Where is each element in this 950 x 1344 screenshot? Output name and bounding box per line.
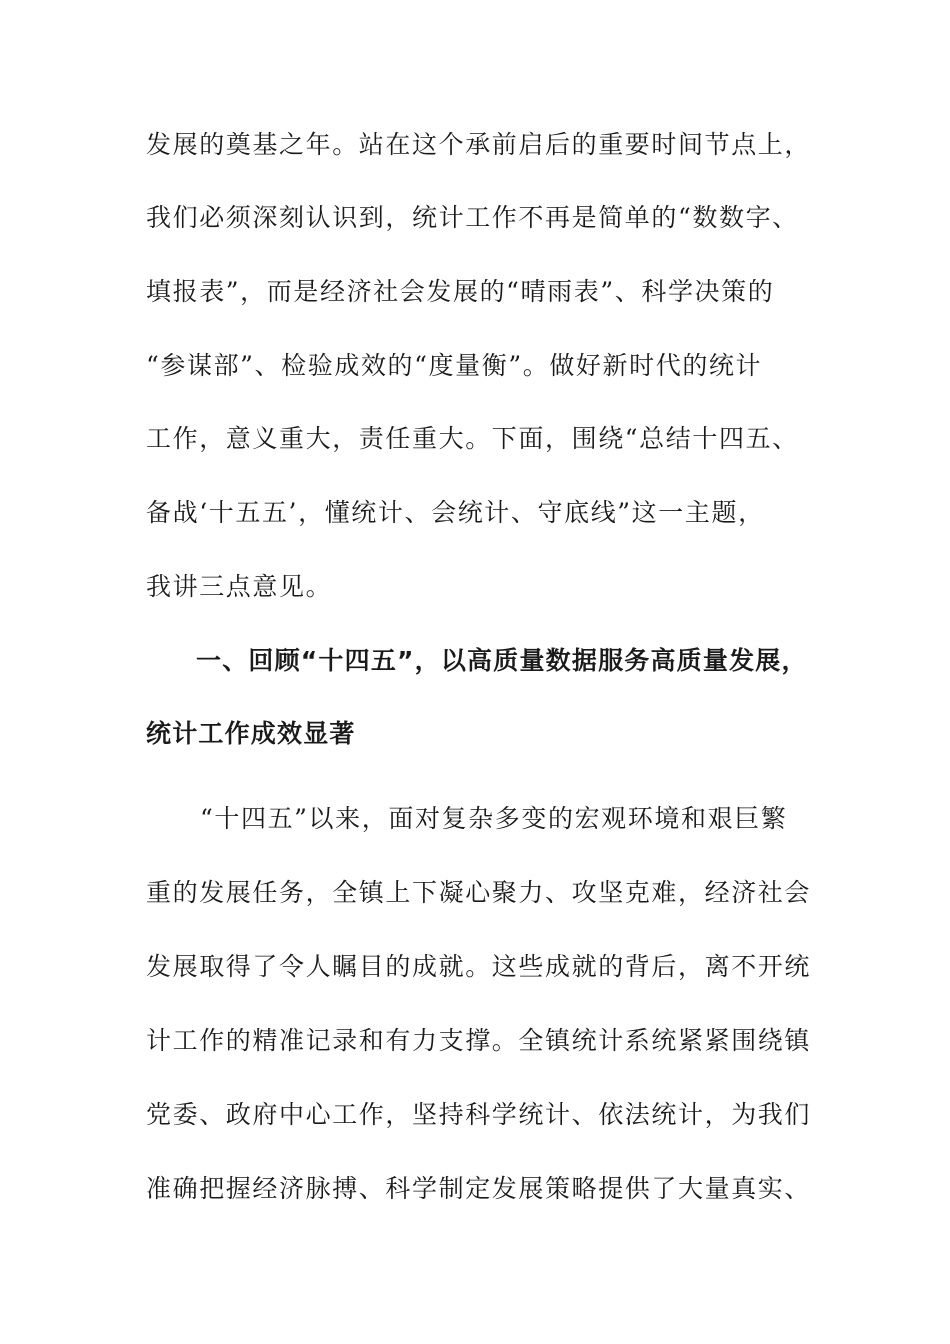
intro-line-5: 工作，意义重大，责任重大。下面，围绕“总结十四五、: [146, 424, 799, 453]
section-body-line-2: 重的发展任务，全镇上下凝心聚力、攻坚克难，经济社会: [146, 878, 812, 907]
intro-line-7: 我讲三点意见。: [146, 572, 333, 601]
intro-line-6: 备战‘十五五’，懂统计、会统计、守底线”这一主题，: [146, 498, 765, 527]
intro-line-2: 我们必须深刻认识到，统计工作不再是简单的“数数字、: [146, 203, 799, 232]
section-body-line-4: 计工作的精准记录和有力支撑。全镇统计系统紧紧围绕镇: [146, 1026, 812, 1055]
section-body-line-1: “十四五”以来，面对复杂多变的宏观环境和艰巨繁: [200, 804, 788, 833]
section-body-line-6: 准确把握经济脉搏、科学制定发展策略提供了大量真实、: [146, 1174, 812, 1203]
section-heading-line-2: 统计工作成效显著: [146, 719, 356, 748]
intro-line-1: 发展的奠基之年。站在这个承前启后的重要时间节点上，: [146, 130, 812, 159]
section-body-line-5: 党委、政府中心工作，坚持科学统计、依法统计，为我们: [146, 1100, 812, 1129]
section-heading-line-1: 一、回顾“十四五”，以高质量数据服务高质量发展，: [196, 646, 808, 675]
section-body-line-3: 发展取得了令人瞩目的成就。这些成就的背后，离不开统: [146, 952, 812, 981]
intro-line-3: 填报表”，而是经济社会发展的“晴雨表”、科学决策的: [146, 277, 775, 306]
intro-line-4: “参谋部”、检验成效的“度量衡”。做好新时代的统计: [146, 351, 763, 380]
